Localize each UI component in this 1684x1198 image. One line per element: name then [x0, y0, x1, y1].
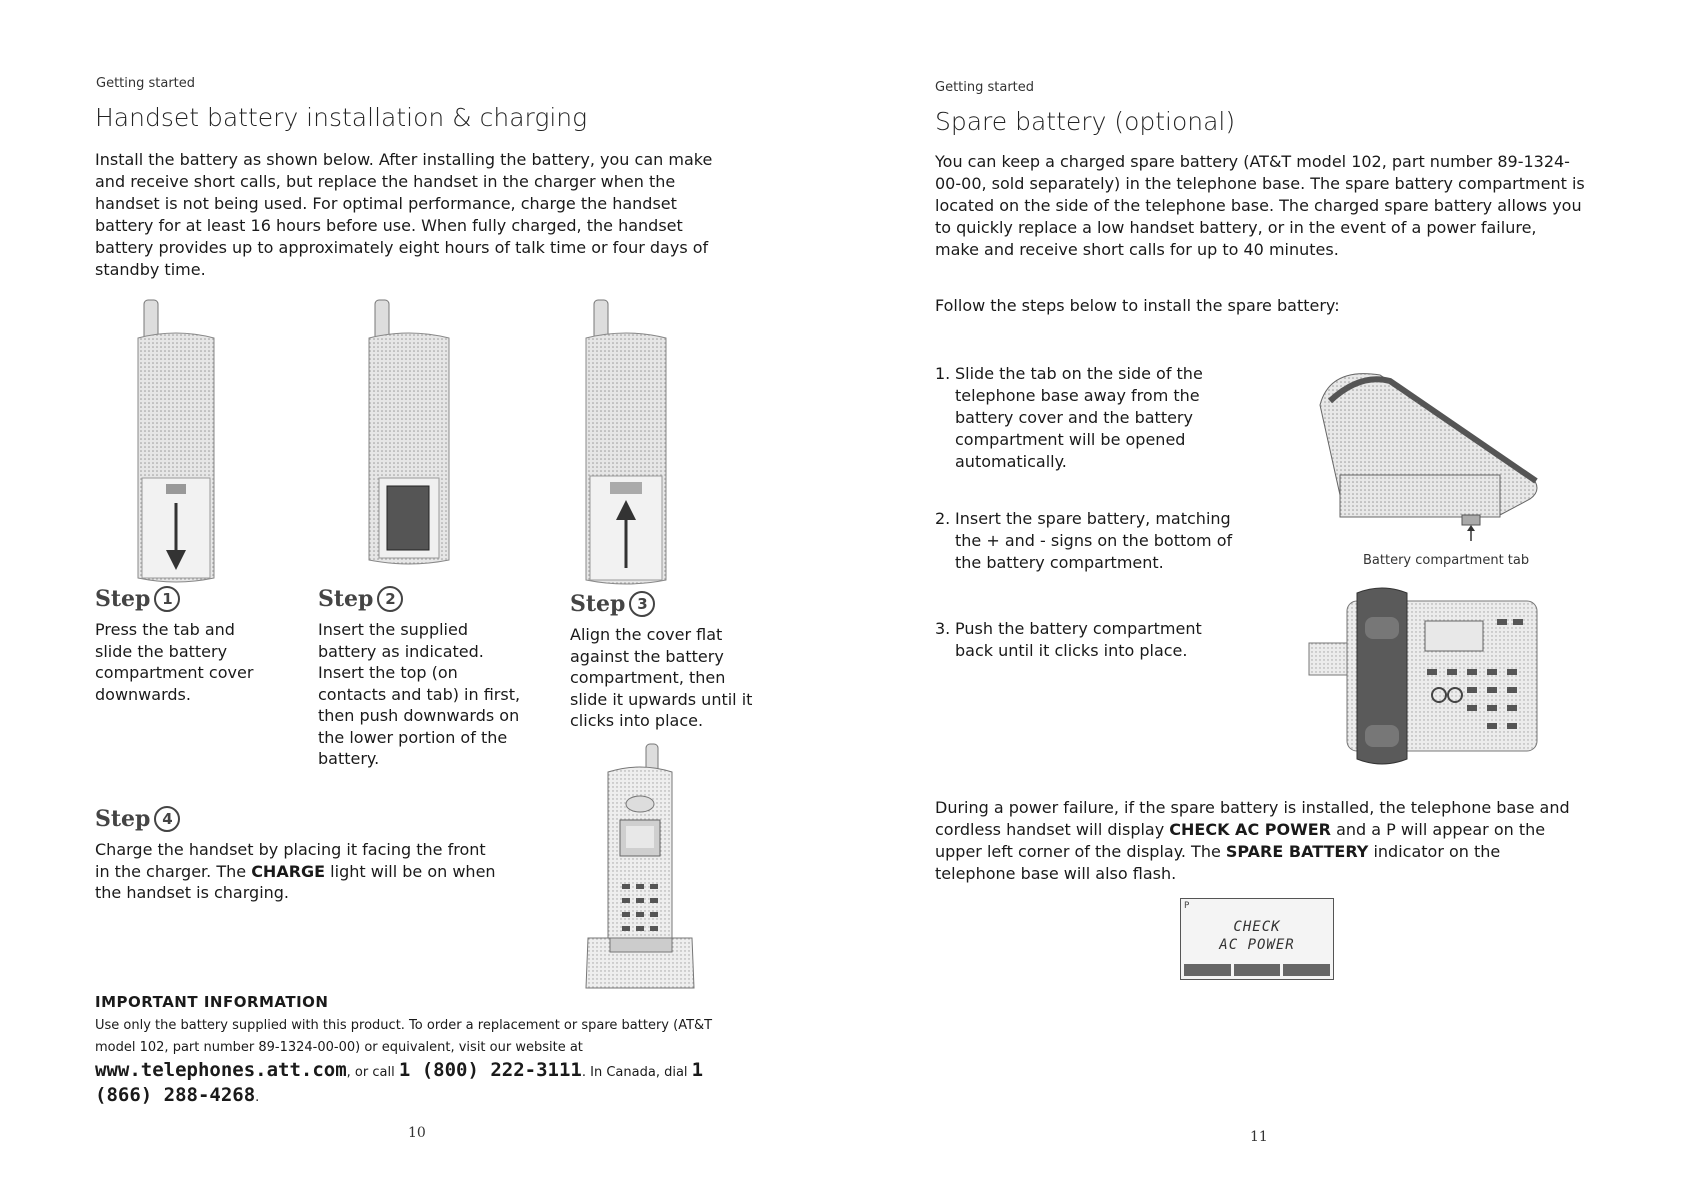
page-number: 10	[408, 1125, 426, 1141]
list-item-text: Push the battery compartment back until it clicks into place.	[955, 619, 1202, 660]
lcd-display-illustration	[1180, 898, 1334, 980]
list-item-number: 2.	[935, 509, 951, 528]
phone-us: 1 (800) 222-3111	[398, 1059, 582, 1081]
step-1-number: 1	[154, 586, 180, 612]
handset-step3-illustration	[580, 298, 678, 588]
list-item-text: Insert the spare battery, matching the + and - signs on the bottom of the battery compartment.	[955, 509, 1233, 572]
phone-canada: 1 (866) 288-4268	[95, 1059, 704, 1106]
intro-paragraph: Install the battery as shown below. After installing the battery, you can make and receive short calls, but replace the handset in the charger when the handset is not being used. For optimal performance, charge the handset battery for at least 16 hours before use. When fully charged, the handset battery provides up to approximately eight hours of talk time or four days of standby time.	[95, 150, 713, 279]
step-3-number: 3	[629, 591, 655, 617]
power-failure-text-3: indicator on the telephone base will also flash.	[935, 842, 1501, 883]
power-failure-paragraph	[935, 797, 1585, 885]
website-link[interactable]: www.telephones.att.com	[95, 1059, 347, 1081]
step-1-heading	[95, 586, 180, 612]
battery-compartment-tab-caption: Battery compartment tab	[1363, 553, 1530, 568]
step-4-text-before: Charge the handset by placing it facing the front in the charger. The	[95, 840, 486, 881]
important-text	[95, 1015, 755, 1109]
step-2-heading	[318, 586, 403, 612]
important-heading: IMPORTANT INFORMATION	[95, 993, 329, 1011]
important-text-1: Use only the battery supplied with this product. To order a replacement or spare battery (AT&T model 102, part number 89-1324-00-00) or equivalent, visit our website at	[95, 1018, 713, 1055]
softkey-middle	[1234, 964, 1281, 976]
step-3-label: Step	[570, 591, 626, 617]
list-item	[935, 618, 1235, 662]
list-item-number: 1.	[935, 364, 951, 383]
list-item-text: Slide the tab on the side of the telephone base away from the battery cover and the battery compartment will be opened automatically.	[955, 364, 1203, 471]
display-line-1: CHECK	[1233, 919, 1281, 935]
step-4-label: Step	[95, 806, 151, 832]
step-2-number: 2	[377, 586, 403, 612]
step-4-text	[95, 839, 505, 904]
handset-step1-illustration	[128, 298, 226, 588]
page-title: Handset battery installation & charging	[95, 103, 588, 132]
step-4-text-after: light will be on when the handset is charging.	[95, 861, 496, 902]
display-corner-indicator: P	[1184, 901, 1190, 911]
list-item-number: 3.	[935, 619, 951, 638]
section-label: Getting started	[935, 80, 1035, 95]
handset-step2-illustration	[365, 298, 463, 568]
intro-paragraph: You can keep a charged spare battery (AT&T model 102, part number 89-1324-00-00, sold separately) in the telephone base. The spare battery compartment is located on the side of the telephone base. The charged spare battery allows you to quickly replace a low handset battery, or in the event of a power failure, make and receive short calls for up to 40 minutes.	[935, 152, 1585, 259]
list-item	[935, 508, 1255, 574]
step-2-text: Insert the supplied battery as indicated. Insert the top (on contacts and tab) in first, then push downwards on the lower portion of the battery.	[318, 620, 521, 768]
follow-steps-text: Follow the steps below to install the spare battery:	[935, 296, 1340, 315]
handset-charger-illustration	[580, 742, 698, 990]
charge-keyword: CHARGE	[251, 861, 326, 881]
list-item	[935, 363, 1235, 473]
step-3-text: Align the cover flat against the battery compartment, then slide it upwards until it clicks into place.	[570, 625, 753, 730]
display-softkey-bar	[1184, 964, 1330, 976]
spare-battery-keyword: SPARE BATTERY	[1225, 842, 1369, 861]
section-label: Getting started	[96, 76, 196, 91]
power-failure-text-2: and a P will appear on the upper left corner of the display. The	[935, 820, 1546, 861]
telephone-base-top-illustration	[1307, 583, 1547, 768]
page-number: 11	[1250, 1129, 1268, 1145]
check-ac-power-keyword: CHECK AC POWER	[1169, 820, 1331, 839]
step-1-text: Press the tab and slide the battery compartment cover downwards.	[95, 620, 254, 704]
step-1-label: Step	[95, 586, 151, 612]
important-text-4: .	[255, 1090, 260, 1105]
telephone-base-side-illustration	[1300, 365, 1550, 543]
power-failure-text-1: During a power failure, if the spare battery is installed, the telephone base and cordless handset will display	[935, 798, 1570, 839]
step-2-label: Step	[318, 586, 374, 612]
softkey-left	[1184, 964, 1231, 976]
softkey-right	[1283, 964, 1330, 976]
right-page	[842, 0, 1684, 1198]
important-text-2: , or call	[346, 1065, 399, 1080]
display-line-2: AC POWER	[1219, 937, 1295, 953]
important-text-3: . In Canada, dial	[581, 1065, 692, 1080]
step-4-heading	[95, 806, 180, 832]
step-3-heading	[570, 591, 655, 617]
page-title: Spare battery (optional)	[935, 107, 1236, 136]
step-4-number: 4	[154, 806, 180, 832]
